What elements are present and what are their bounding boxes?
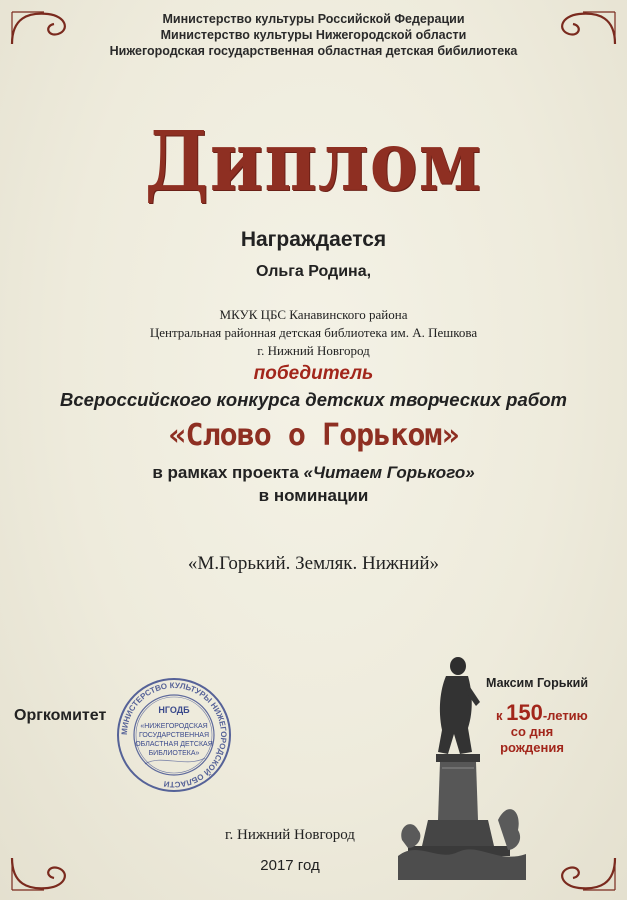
stamp-abbr: НГОДБ [158,705,190,715]
corner-ornament-bottom-right [539,854,619,894]
institution-line-2: Центральная районная детская библиотека им. А. Пешкова [149,325,478,340]
diploma-title: Диплом [144,111,483,210]
stamp-ring-text: МИНИСТЕРСТВО КУЛЬТУРЫ НИЖЕГОРОДСКОЙ ОБЛАСТИ [119,680,229,790]
nomination-name: «М.Горький. Земляк. Нижний» [187,553,440,574]
institution-line-3: г. Нижний Новгород [257,343,370,358]
corner-ornament-bottom-left [8,854,88,894]
header-library: Нижегородская государственная областная детская бибилиотека [109,44,518,58]
stamp-inner-3: ОБЛАСТНАЯ ДЕТСКАЯ [135,741,213,748]
anniversary-name: Максим Горький [486,676,589,690]
year: 2017 год [260,857,320,874]
anniversary-number: 150 [506,700,543,725]
organizer-label: Оргкомитет [14,707,107,724]
institution-line-1: МКУК ЦБС Канавинского района [219,307,408,322]
stamp-inner-2: ГОСУДАРСТВЕННАЯ [138,732,210,739]
stamp-inner-1: «НИЖЕГОРОДСКАЯ [140,723,208,730]
anniversary-line-3: рождения [500,740,564,755]
header-ministry-regional: Министерство культуры Нижегородской области [160,28,467,42]
project-line [0,463,627,483]
city: г. Нижний Новгород [225,827,355,843]
anniversary-prefix: к [496,708,507,723]
header-ministry-federal: Министерство культуры Российской Федерации [162,12,465,26]
winner-label: победитель [253,363,374,384]
anniversary-line-2: со дня [510,724,554,739]
anniversary-suffix: -летию [542,708,588,723]
project-name: «Читаем Горького» [303,463,475,482]
awarded-label: Награждается [240,228,387,251]
contest-title: Всероссийского конкурса детских творческих работ [60,389,567,410]
project-prefix: в рамках проекта [152,463,304,482]
stamp-inner-4: БИБЛИОТЕКА» [148,750,200,757]
contest-name: «Слово о Горьком» [168,418,459,453]
anniversary-line-1 [496,700,588,726]
nomination-label: в номинации [258,486,369,505]
recipient-name: Ольга Родина, [255,263,372,280]
